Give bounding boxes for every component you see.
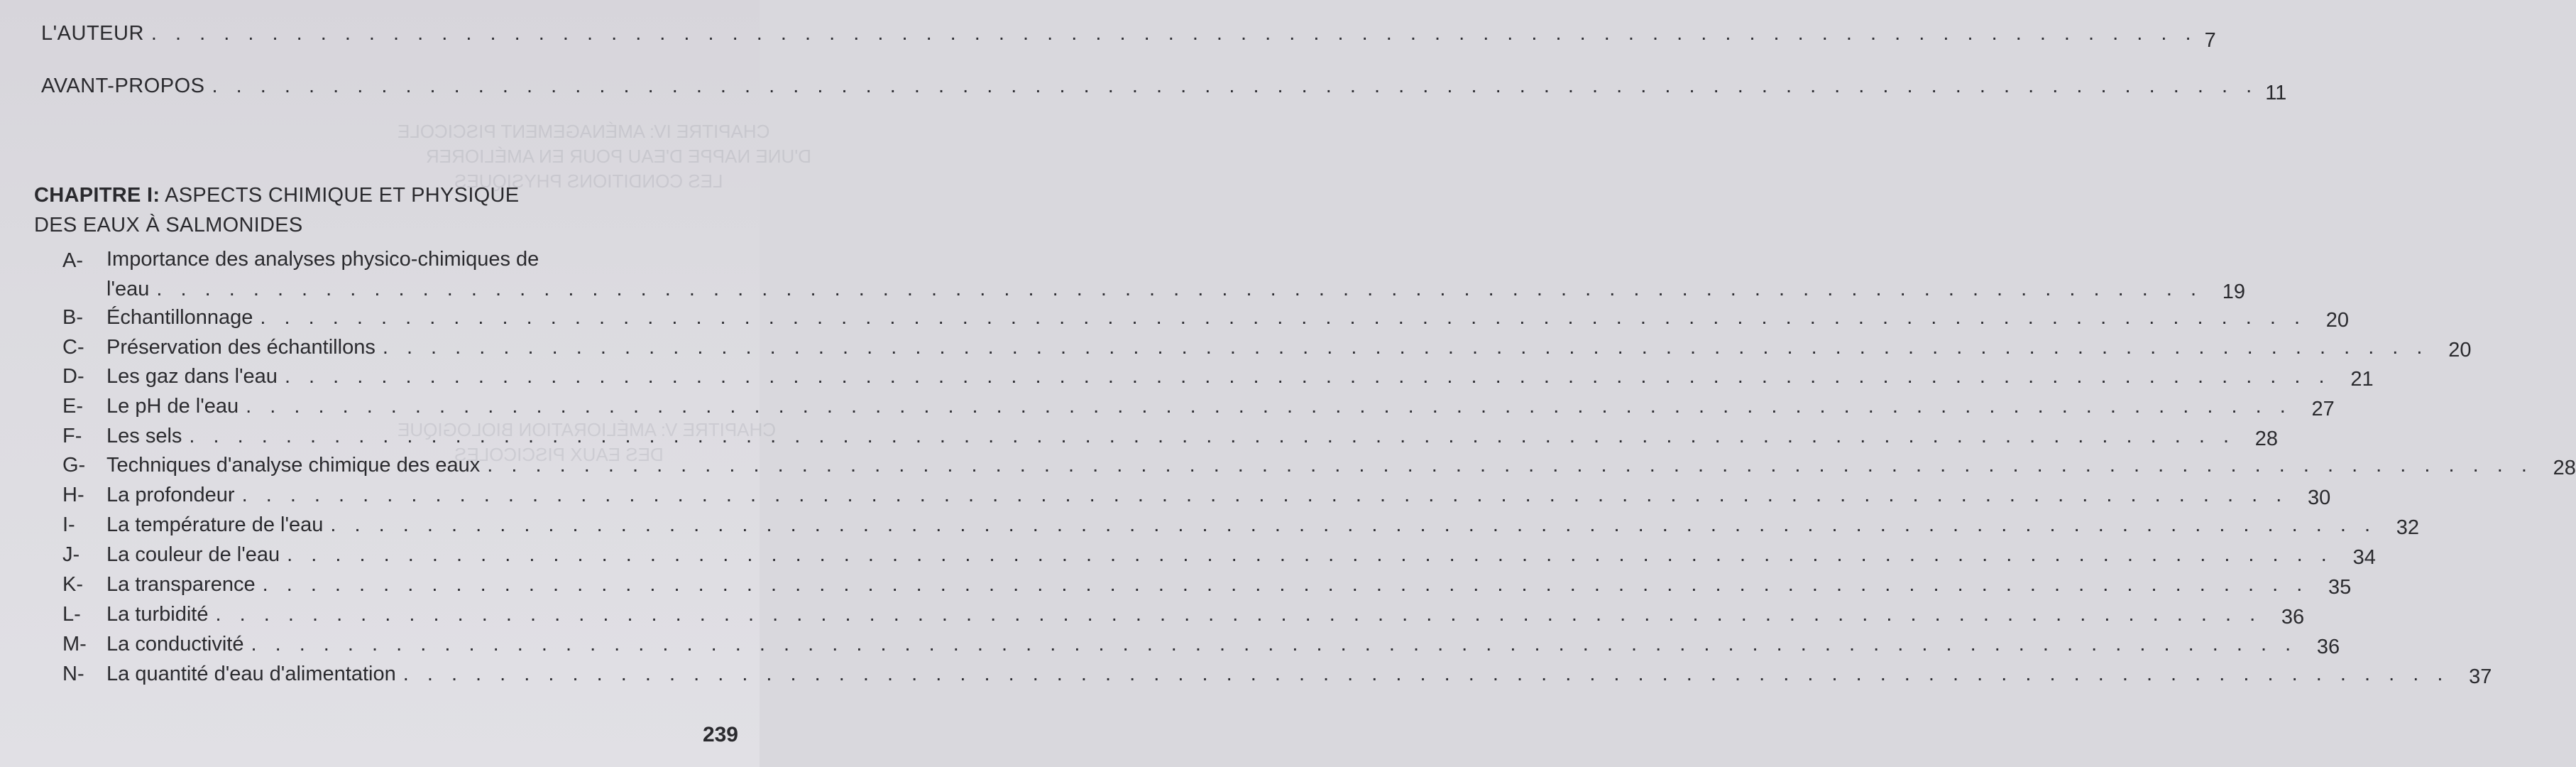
leader-dots [403, 662, 2450, 686]
entry-page: 20 [2448, 339, 2472, 361]
leader-dots [285, 364, 2331, 388]
entry-page: 20 [2325, 309, 2350, 332]
page-number: 239 [702, 723, 738, 746]
leader-dots [330, 513, 2377, 537]
leader-dots [242, 483, 2289, 507]
leader-dots [251, 632, 2297, 656]
entry-title: Le pH de l'eau [106, 395, 239, 418]
entry-page: 21 [2350, 368, 2374, 391]
entry-title: Techniques d'analyse chimique des eaux [106, 454, 481, 477]
toc-entry-a-line1: Importance des analyses physico-chimiques de [106, 248, 539, 271]
entry-letter: B- [62, 306, 83, 329]
toc-entry [62, 513, 2420, 539]
toc-entry [62, 602, 2305, 629]
entry-page: 27 [2311, 398, 2335, 420]
leader-dots [260, 305, 2306, 330]
leader-dots [212, 74, 2259, 98]
entry-title: La profondeur [106, 484, 235, 506]
entry-title: Les sels [106, 425, 182, 447]
entry-page: 32 [2396, 516, 2420, 539]
entry-letter: F- [62, 425, 82, 447]
chapter-heading [34, 180, 616, 240]
toc-entry [62, 662, 2492, 688]
entry-letter: C- [62, 336, 84, 359]
leader-dots [151, 21, 2198, 45]
entry-page: 36 [2281, 606, 2305, 629]
toc-entry [62, 394, 2335, 420]
toc-entry-label: L'AUTEUR [41, 22, 144, 45]
entry-page: 34 [2352, 546, 2376, 569]
toc-entry-page: 7 [2204, 29, 2216, 52]
entry-title: La turbidité [106, 603, 209, 626]
entry-page: 28 [2553, 457, 2576, 479]
leader-dots [246, 394, 2292, 418]
entry-page: 28 [2254, 428, 2279, 450]
toc-entry [62, 335, 2472, 361]
toc-entry-label: AVANT-PROPOS [41, 75, 205, 97]
entry-page: 30 [2307, 486, 2331, 509]
chapter-title-line1: ASPECTS CHIMIQUE ET PHYSIQUE [160, 184, 520, 207]
leader-dots [156, 277, 2203, 301]
entry-letter: A- [62, 249, 83, 272]
bleed-through: CHAPITRE IV: AMÉNAGEMENT PISCICOLE D'UNE NAPPE D'EAU POUR EN AMÉLIORER LES CONDITIONS PHYSIQUES CHAPITRE V: AMÉLIORATION BIOLOGIQUE DES EAUX PISCICOLES [398, 121, 812, 465]
entry-letter: N- [62, 663, 84, 685]
toc-entry [62, 424, 2279, 450]
toc-entry [62, 572, 2352, 599]
entry-title: La quantité d'eau d'alimentation [106, 663, 396, 685]
entry-letter: G- [62, 454, 86, 477]
chapter-title-line2: DES EAUX À SALMONIDES [34, 214, 303, 236]
entry-title: l'eau [106, 278, 150, 300]
entry-letter: I- [62, 513, 75, 536]
leader-dots [216, 602, 2262, 626]
entry-page: 19 [2222, 281, 2246, 303]
entry-letter: M- [62, 633, 87, 656]
entry-title: La transparence [106, 573, 256, 596]
entry-page: 36 [2316, 636, 2340, 658]
entry-letter: H- [62, 484, 84, 506]
leader-dots [383, 335, 2429, 359]
toc-entry [62, 543, 2376, 569]
entry-title: Échantillonnage [106, 306, 253, 329]
entry-title: La couleur de l'eau [106, 543, 280, 566]
leader-dots [287, 543, 2333, 567]
toc-entry [62, 364, 2374, 391]
toc-entry [62, 453, 2576, 479]
entry-title: Préservation des échantillons [106, 336, 376, 359]
entry-title: La conductivité [106, 633, 244, 656]
chapter-number: CHAPITRE I: [34, 184, 160, 207]
entry-title: La température de l'eau [106, 513, 324, 536]
entry-letter: L- [62, 603, 81, 626]
toc-entry [62, 483, 2331, 509]
toc-entry [62, 632, 2340, 658]
toc-entry-page: 11 [2265, 82, 2287, 104]
leader-dots [263, 572, 2309, 597]
entry-letter: J- [62, 543, 80, 566]
entry-title: Les gaz dans l'eau [106, 365, 278, 388]
entry-letter: K- [62, 573, 83, 596]
leader-dots [487, 453, 2533, 477]
toc-entry-avant-propos [41, 74, 2287, 104]
toc-entry [62, 305, 2350, 332]
entry-page: 35 [2328, 576, 2352, 599]
toc-entry-auteur [41, 21, 2216, 52]
entry-letter: D- [62, 365, 84, 388]
entry-page: 37 [2469, 665, 2492, 688]
leader-dots [189, 424, 2235, 448]
entry-letter: E- [62, 395, 83, 418]
